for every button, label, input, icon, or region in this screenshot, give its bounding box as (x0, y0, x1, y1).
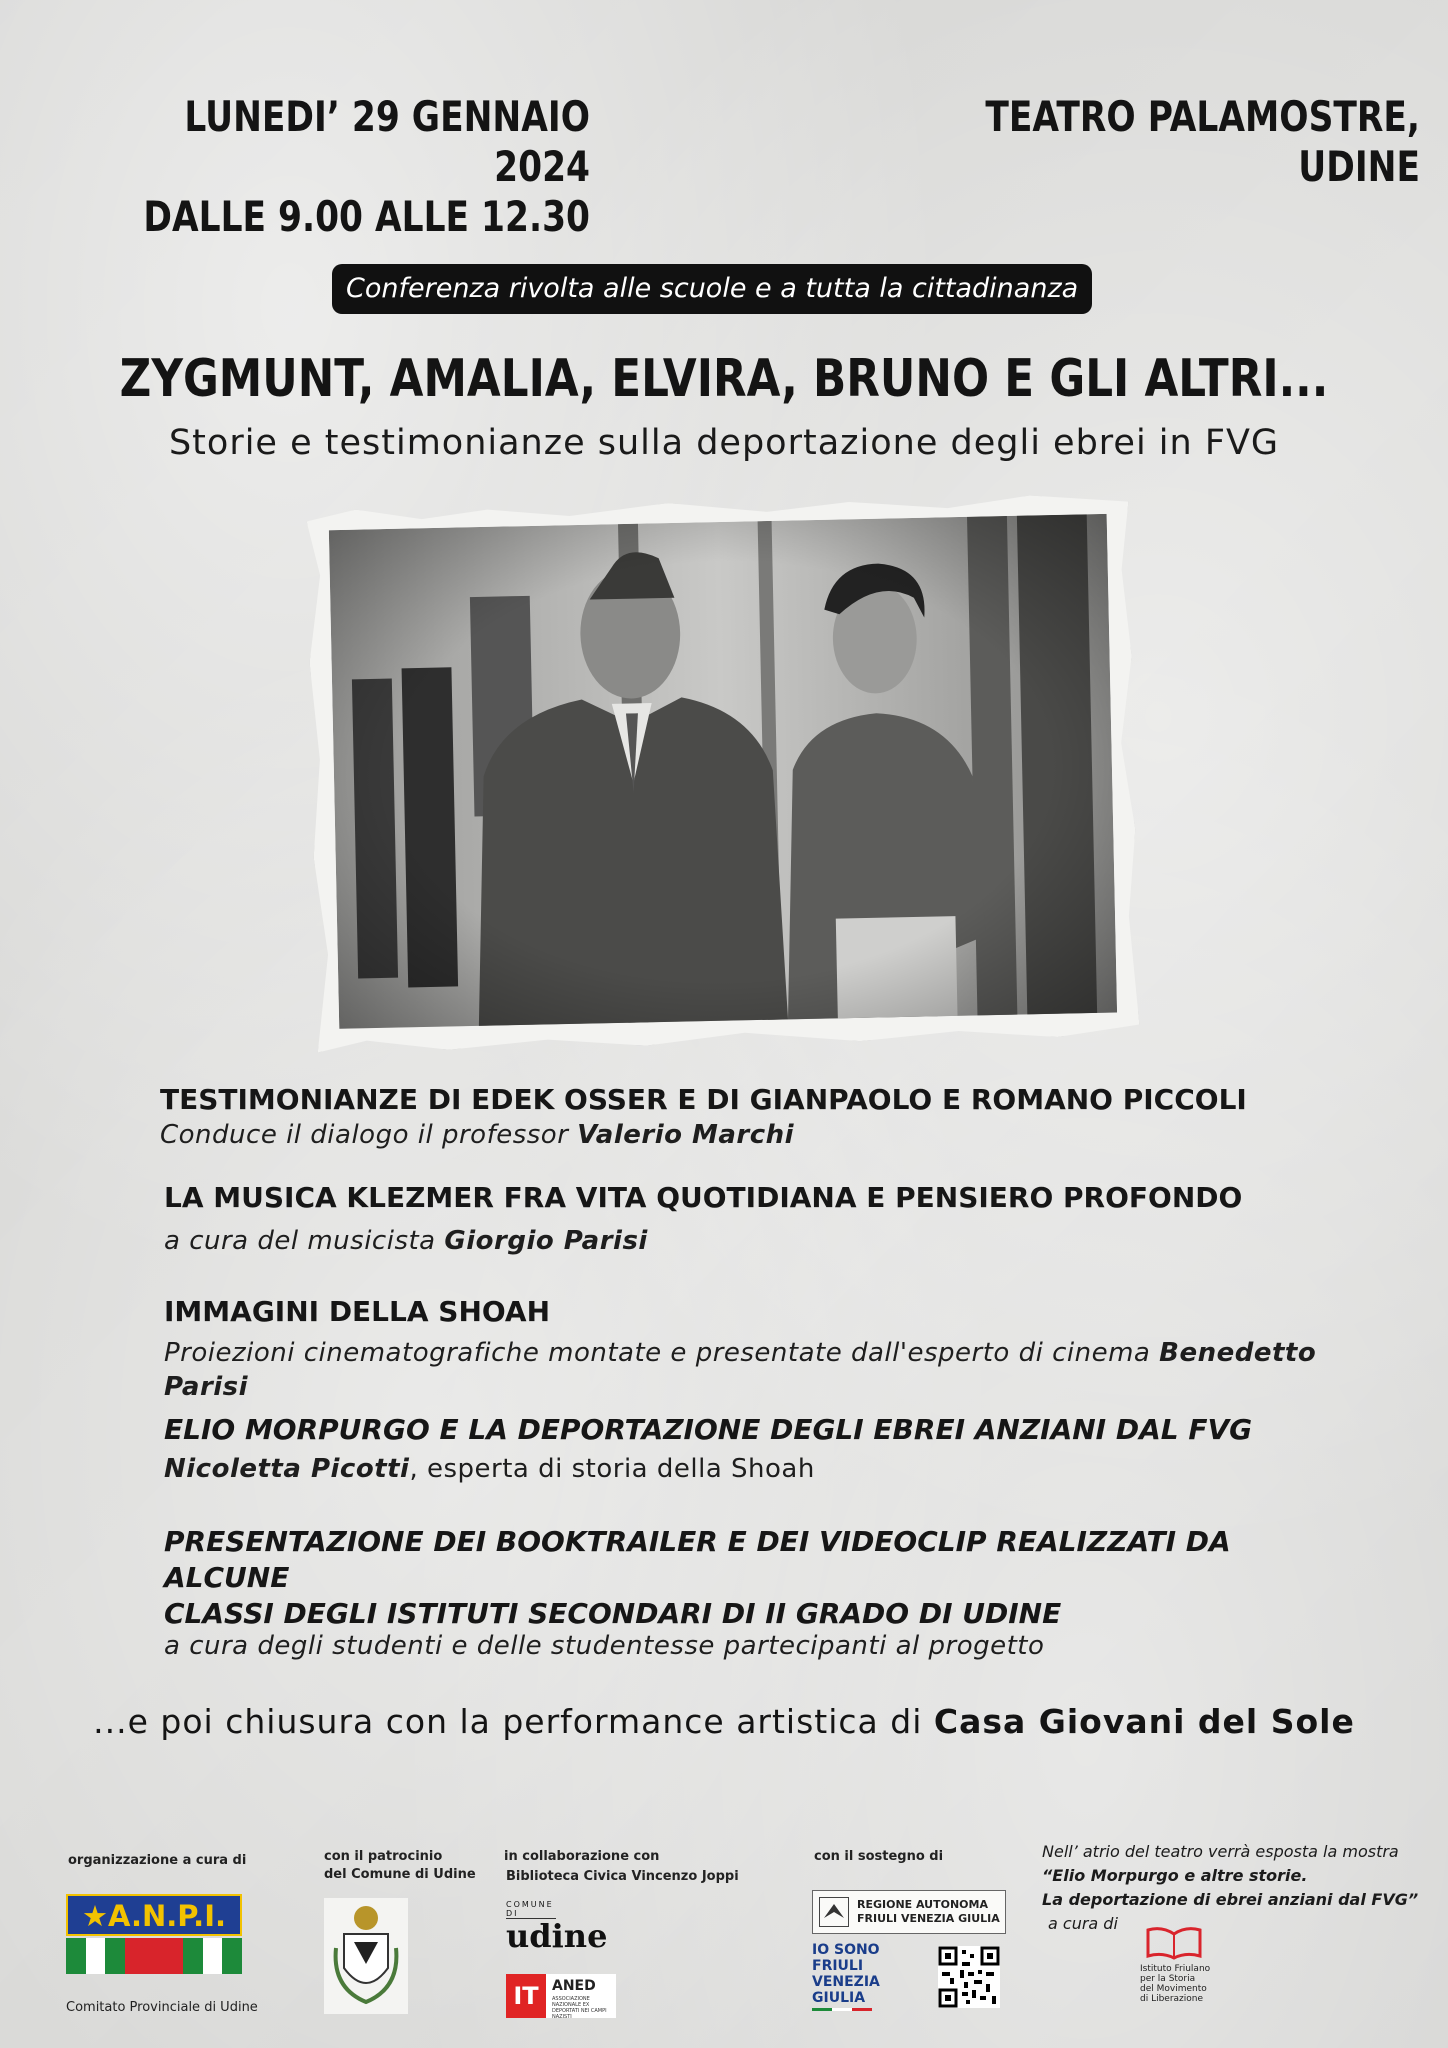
library-name: Biblioteca Civica Vincenzo Joppi (506, 1869, 739, 1884)
program-item-title-line: PRESENTAZIONE DEI BOOKTRAILER E DEI VIDEOCLIP REALIZZATI DA ALCUNE (164, 1525, 1231, 1594)
speaker-name: Giorgio Parisi (444, 1226, 648, 1256)
program-item-1 (160, 1082, 1340, 1152)
patronage-label-line: del Comune di Udine (324, 1867, 476, 1882)
program-item-subtitle: a cura degli studenti e delle studentesse partecipanti al progetto (164, 1631, 1045, 1661)
aned-logo-text: ANED (552, 1978, 596, 1994)
open-book-icon (1144, 1926, 1204, 1960)
anpi-logo-text: ★A.N.P.I. (66, 1894, 242, 1936)
regione-line: REGIONE AUTONOMA (857, 1898, 988, 1911)
ifsml-line: per la Storia (1140, 1974, 1196, 1984)
eagle-icon (819, 1897, 849, 1927)
program-item-title: IMMAGINI DELLA SHOAH (164, 1295, 551, 1328)
program-item-subtitle-text: Conduce il dialogo il professor (160, 1120, 578, 1150)
program-item-5 (164, 1524, 1344, 1660)
audience-tagline: Conferenza rivolta alle scuole e a tutta la cittadinanza (332, 264, 1092, 314)
torn-photo-frame (306, 493, 1139, 1052)
collaboration-label: in collaborazione con (504, 1849, 660, 1864)
io-sono-line: GIULIA (812, 1990, 866, 2006)
speaker-name: Valerio Marchi (577, 1120, 795, 1150)
closing-text: ...e poi chiusura con la performance artistica di (93, 1702, 934, 1741)
program-item-title: LA MUSICA KLEZMER FRA VITA QUOTIDIANA E PENSIERO PROFONDO (164, 1181, 1243, 1214)
udine-logo-text: udine (506, 1917, 608, 1955)
exhibition-note (1042, 1840, 1422, 1936)
event-date-line: LUNEDI’ 29 GENNAIO 2024 (184, 92, 590, 191)
aned-logo-subtext: ASSOCIAZIONE NAZIONALE EX DEPORTATI NEI CAMPI NAZISTI (552, 1996, 607, 2020)
program-item-3 (164, 1294, 1344, 1404)
patronage-label (324, 1848, 476, 1884)
event-time-line: DALLE 9.00 ALLE 12.30 (143, 192, 590, 241)
event-date (131, 92, 590, 242)
program-item-2 (164, 1180, 1344, 1258)
page-subtitle: Storie e testimonianze sulla deportazione degli ebrei in FVG (168, 423, 1280, 463)
qr-code-icon[interactable] (938, 1946, 1000, 2008)
organizer-label: organizzazione a cura di (68, 1853, 247, 1868)
udine-logo (506, 1900, 618, 1955)
io-sono-line: FRIULI (812, 1958, 864, 1974)
page-title: ZYGMUNT, AMALIA, ELVIRA, BRUNO E GLI ALTRI... (119, 349, 1329, 409)
aned-logo-mark: IT (506, 1974, 546, 2018)
exhibition-title-line: La deportazione di ebrei anziani dal FVG” (1042, 1890, 1419, 1909)
exhibition-note-line: Nell’ atrio del teatro verrà esposta la mostra (1042, 1842, 1399, 1861)
exhibition-curator-label: a cura di (1048, 1914, 1118, 1933)
program-item-4 (164, 1412, 1344, 1486)
historical-photo-couple (329, 514, 1117, 1029)
program-item-title-line: CLASSI DEGLI ISTITUTI SECONDARI DI II GRADO DI UDINE (164, 1597, 1062, 1630)
program-item-title: TESTIMONIANZE DI EDEK OSSER E DI GIANPAOLO E ROMANO PICCOLI (160, 1083, 1247, 1116)
patronage-label-line: con il patrocinio (324, 1849, 443, 1864)
program-item-subtitle (160, 1118, 1340, 1152)
regione-fvg-logo (812, 1890, 1006, 1934)
io-sono-fvg-logo (812, 1942, 880, 2011)
closing-line (0, 1700, 1448, 1744)
io-sono-line: IO SONO (812, 1942, 880, 1958)
program-item-subtitle-text: a cura del musicista (164, 1226, 445, 1256)
ifsml-line: Istituto Friulano (1140, 1964, 1211, 1974)
udine-logo-small: COMUNE DI (506, 1900, 556, 1919)
ifsml-line: di Liberazione (1140, 1994, 1204, 2004)
program-item-subtitle (164, 1336, 1344, 1404)
event-venue: TEATRO PALAMOSTRE, UDINE (985, 92, 1420, 191)
ifsml-logo (1136, 1926, 1246, 2004)
support-label: con il sostegno di (814, 1849, 944, 1864)
italian-flag-stripes (66, 1938, 242, 1974)
closing-performer: Casa Giovani del Sole (933, 1702, 1355, 1741)
program-item-title: ELIO MORPURGO E LA DEPORTAZIONE DEGLI EBREI ANZIANI DAL FVG (164, 1413, 1253, 1446)
program-item-subtitle-text: , esperta di storia della Shoah (409, 1454, 815, 1484)
speaker-name: Benedetto Parisi (164, 1338, 1317, 1402)
ifsml-line: del Movimento (1140, 1984, 1207, 1994)
udine-coat-of-arms-icon (324, 1898, 408, 2014)
anpi-logo (66, 1894, 242, 1974)
program-item-subtitle-text: Proiezioni cinematografiche montate e presentate dall'esperto di cinema (164, 1338, 1160, 1368)
io-sono-line: VENEZIA (812, 1974, 880, 1990)
program-item-subtitle (164, 1224, 1344, 1258)
regione-line: FRIULI VENEZIA GIULIA (857, 1912, 1000, 1925)
exhibition-title-line: “Elio Morpurgo e altre storie. (1042, 1866, 1308, 1885)
anpi-caption: Comitato Provinciale di Udine (66, 2000, 258, 2015)
program-item-subtitle (164, 1452, 1344, 1486)
aned-logo (506, 1974, 616, 2018)
speaker-name: Nicoletta Picotti (164, 1454, 410, 1484)
regione-name (857, 1898, 1000, 1926)
